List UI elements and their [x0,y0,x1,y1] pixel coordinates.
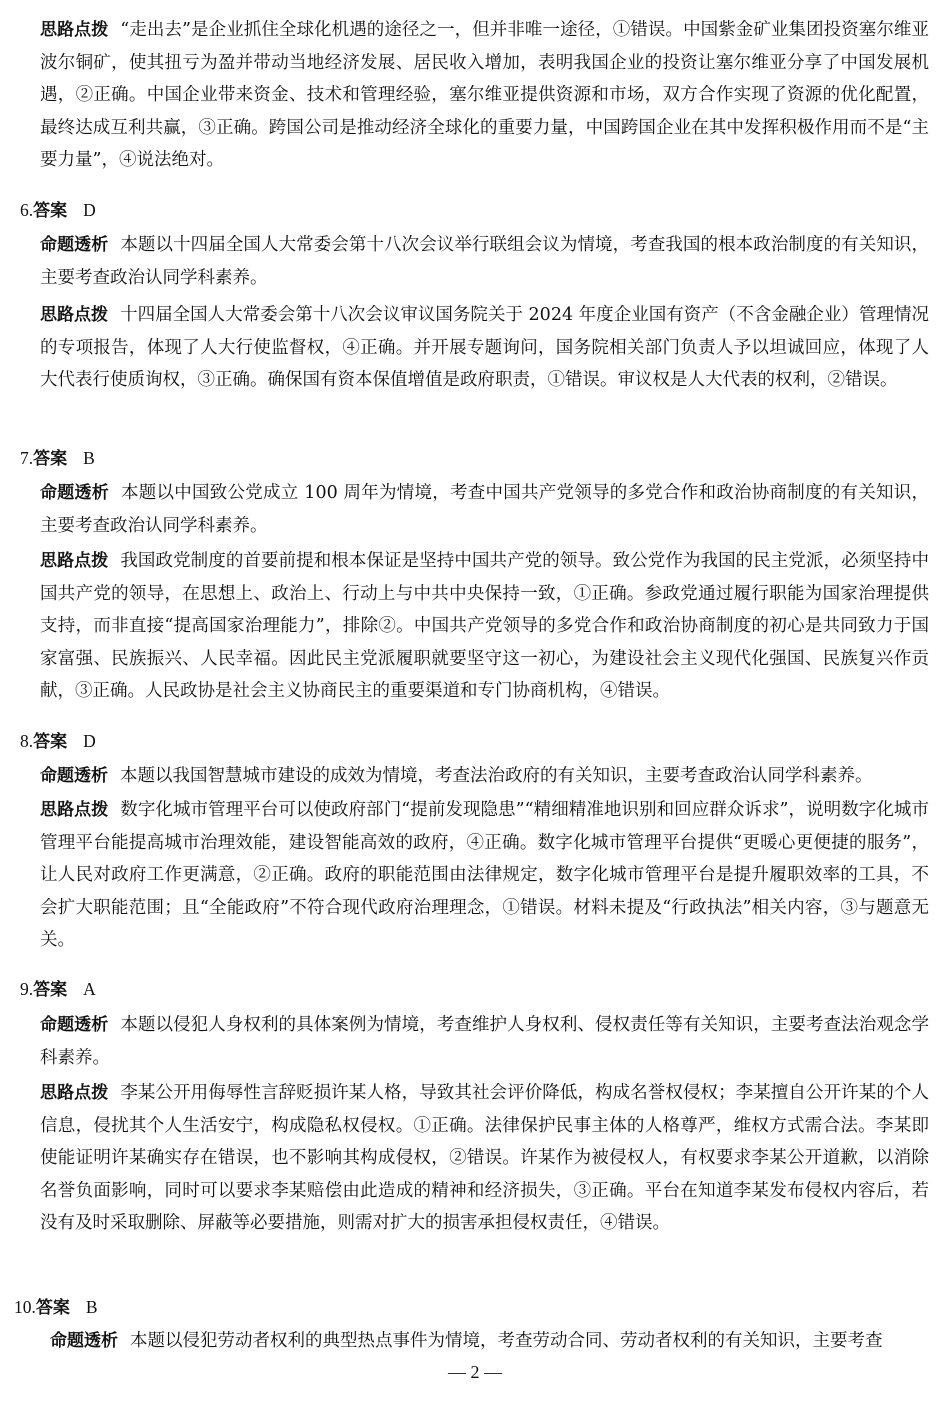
q9-answer-value: A [83,979,96,999]
q6-mingti-text: 本题以十四届全国人大常委会第十八次会议举行联组会议为情境，考查我国的根本政治制度的有关知识，主要考查政治认同学科素养。 [40,235,929,288]
q9-silu-paragraph [40,1077,929,1240]
q7-silu-label: 思路点拨 [40,551,109,571]
q6-answer-label: 答案 [33,201,68,221]
q8-mingti-text: 本题以我国智慧城市建设的成效为情境，考查法治政府的有关知识，主要考查政治认同学科素养。 [120,766,873,786]
q10-mingti-text: 本题以侵犯劳动者权利的典型热点事件为情境，考查劳动合同、劳动者权利的有关知识，主要考查 [130,1331,883,1351]
page-number: — 2 — [448,1362,502,1382]
q10-mingti-label: 命题透析 [50,1331,118,1351]
q7-mingti-text: 本题以中国致公党成立 100 周年为情境，考查中国共产党领导的多党合作和政治协商制度的有关知识，主要考查政治认同学科素养。 [40,483,929,536]
q8-answer-value: D [83,731,96,751]
q5-silu-label: 思路点拨 [40,20,109,40]
q7-silu-text: 我国政党制度的首要前提和根本保证是坚持中国共产党的领导。致公党作为我国的民主党派，必须坚持中国共产党的领导，在思想上、政治上、行动上与中共中央保持一致，①正确。参政党通过履行职能为国家治理提供支持，而非直接“提高国家治理能力”，排除②。中国共产党领导的多党合作和政治协商制度的初心是共同致力于国家富强、民族振兴、人民幸福。因此民主党派履职就要坚守这一初心，为建设社会主义现代化强国、民族复兴作贡献，③正确。人民政协是社会主义协商民主的重要渠道和专门协商机构，④错误。 [40,551,929,701]
q6-number: 6. [20,200,34,220]
q8-mingti-label: 命题透析 [40,766,108,786]
q7-mingti-paragraph [40,477,929,542]
q5-silu-text: “走出去”是企业抓住全球化机遇的途径之一，但并非唯一途径，①错误。中国紫金矿业集团投资塞尔维亚波尔铜矿，使其扭亏为盈并带动当地经济发展、居民收入增加，表明我国企业的投资让塞尔维亚分享了中国发展机遇，②正确。中国企业带来资金、技术和管理经验，塞尔维亚提供资源和市场，双方合作实现了资源的优化配置，最终达成互利共赢，③正确。跨国公司是推动经济全球化的重要力量，中国跨国企业在其中发挥积极作用而不是“主要力量”，④说法绝对。 [40,20,930,170]
q9-mingti-text: 本题以侵犯人身权利的具体案例为情境，考查维护人身权利、侵权责任等有关知识，主要考查法治观念学科素养。 [40,1015,929,1068]
q10-answer-label: 答案 [35,1298,70,1318]
q8-answer-line [20,729,96,754]
q7-answer-line [20,446,95,471]
q7-mingti-label: 命题透析 [40,483,109,503]
q9-mingti-label: 命题透析 [40,1015,109,1035]
q9-silu-text: 李某公开用侮辱性言辞贬损许某人格，导致其社会评价降低，构成名誉权侵权；李某擅自公开许某的个人信息，侵扰其个人生活安宁，构成隐私权侵权。①正确。法律保护民事主体的人格尊严，维权方式需合法。李某即使能证明许某确实存在错误，也不影响其构成侵权，②错误。许某作为被侵权人，有权要求李某公开道歉，以消除名誉负面影响，同时可以要求李某赔偿由此造成的精神和经济损失，③正确。平台在知道李某发布侵权内容后，若没有及时采取删除、屏蔽等必要措施，则需对扩大的损害承担侵权责任，④错误。 [40,1083,929,1233]
q6-mingti-label: 命题透析 [40,235,109,255]
q6-answer-line [20,198,96,223]
q9-mingti-paragraph [40,1009,929,1074]
q9-number: 9. [20,979,34,999]
q8-silu-text: 数字化城市管理平台可以使政府部门“提前发现隐患”“精细精准地识别和回应群众诉求”，说明数字化城市管理平台能提高城市治理效能，建设智能高效的政府，④正确。数字化城市管理平台提供“更暖心更便捷的服务”，让人民对政府工作更满意，②正确。政府的职能范围由法律规定，数字化城市管理平台是提升履职效率的工具，不会扩大职能范围；且“全能政府”不符合现代政府治理理念，①错误。材料未提及“行政执法”相关内容，③与题意无关。 [40,800,929,950]
q7-answer-value: B [83,448,95,468]
q8-silu-paragraph [40,794,929,957]
q10-answer-value: B [85,1297,98,1317]
q8-answer-label: 答案 [33,732,68,752]
q10-answer-line [14,1295,98,1320]
q7-silu-paragraph [40,545,929,708]
q7-answer-label: 答案 [33,449,68,469]
q10-mingti-paragraph [50,1325,929,1358]
q6-mingti-paragraph [40,229,929,294]
q9-answer-label: 答案 [33,980,68,1000]
q6-silu-text: 十四届全国人大常委会第十八次会议审议国务院关于 2024 年度企业国有资产（不含金融企业）管理情况的专项报告，体现了人大行使监督权，④正确。并开展专题询问，国务院相关部门负责人予以坦诚回应，体现了人大代表行使质询权，③正确。确保国有资本保值增值是政府职责，①错误。审议权是人大代表的权利，②错误。 [40,305,929,390]
q7-number: 7. [20,448,34,468]
q6-silu-paragraph [40,299,929,397]
q9-answer-line [20,977,96,1002]
q6-answer-value: D [83,200,96,220]
q6-silu-label: 思路点拨 [40,305,109,325]
q5-silu-paragraph [40,14,929,177]
q8-mingti-paragraph [40,760,929,793]
q8-number: 8. [20,731,34,751]
q9-silu-label: 思路点拨 [40,1083,109,1103]
q10-number: 10. [14,1297,36,1317]
q8-silu-label: 思路点拨 [40,800,109,820]
